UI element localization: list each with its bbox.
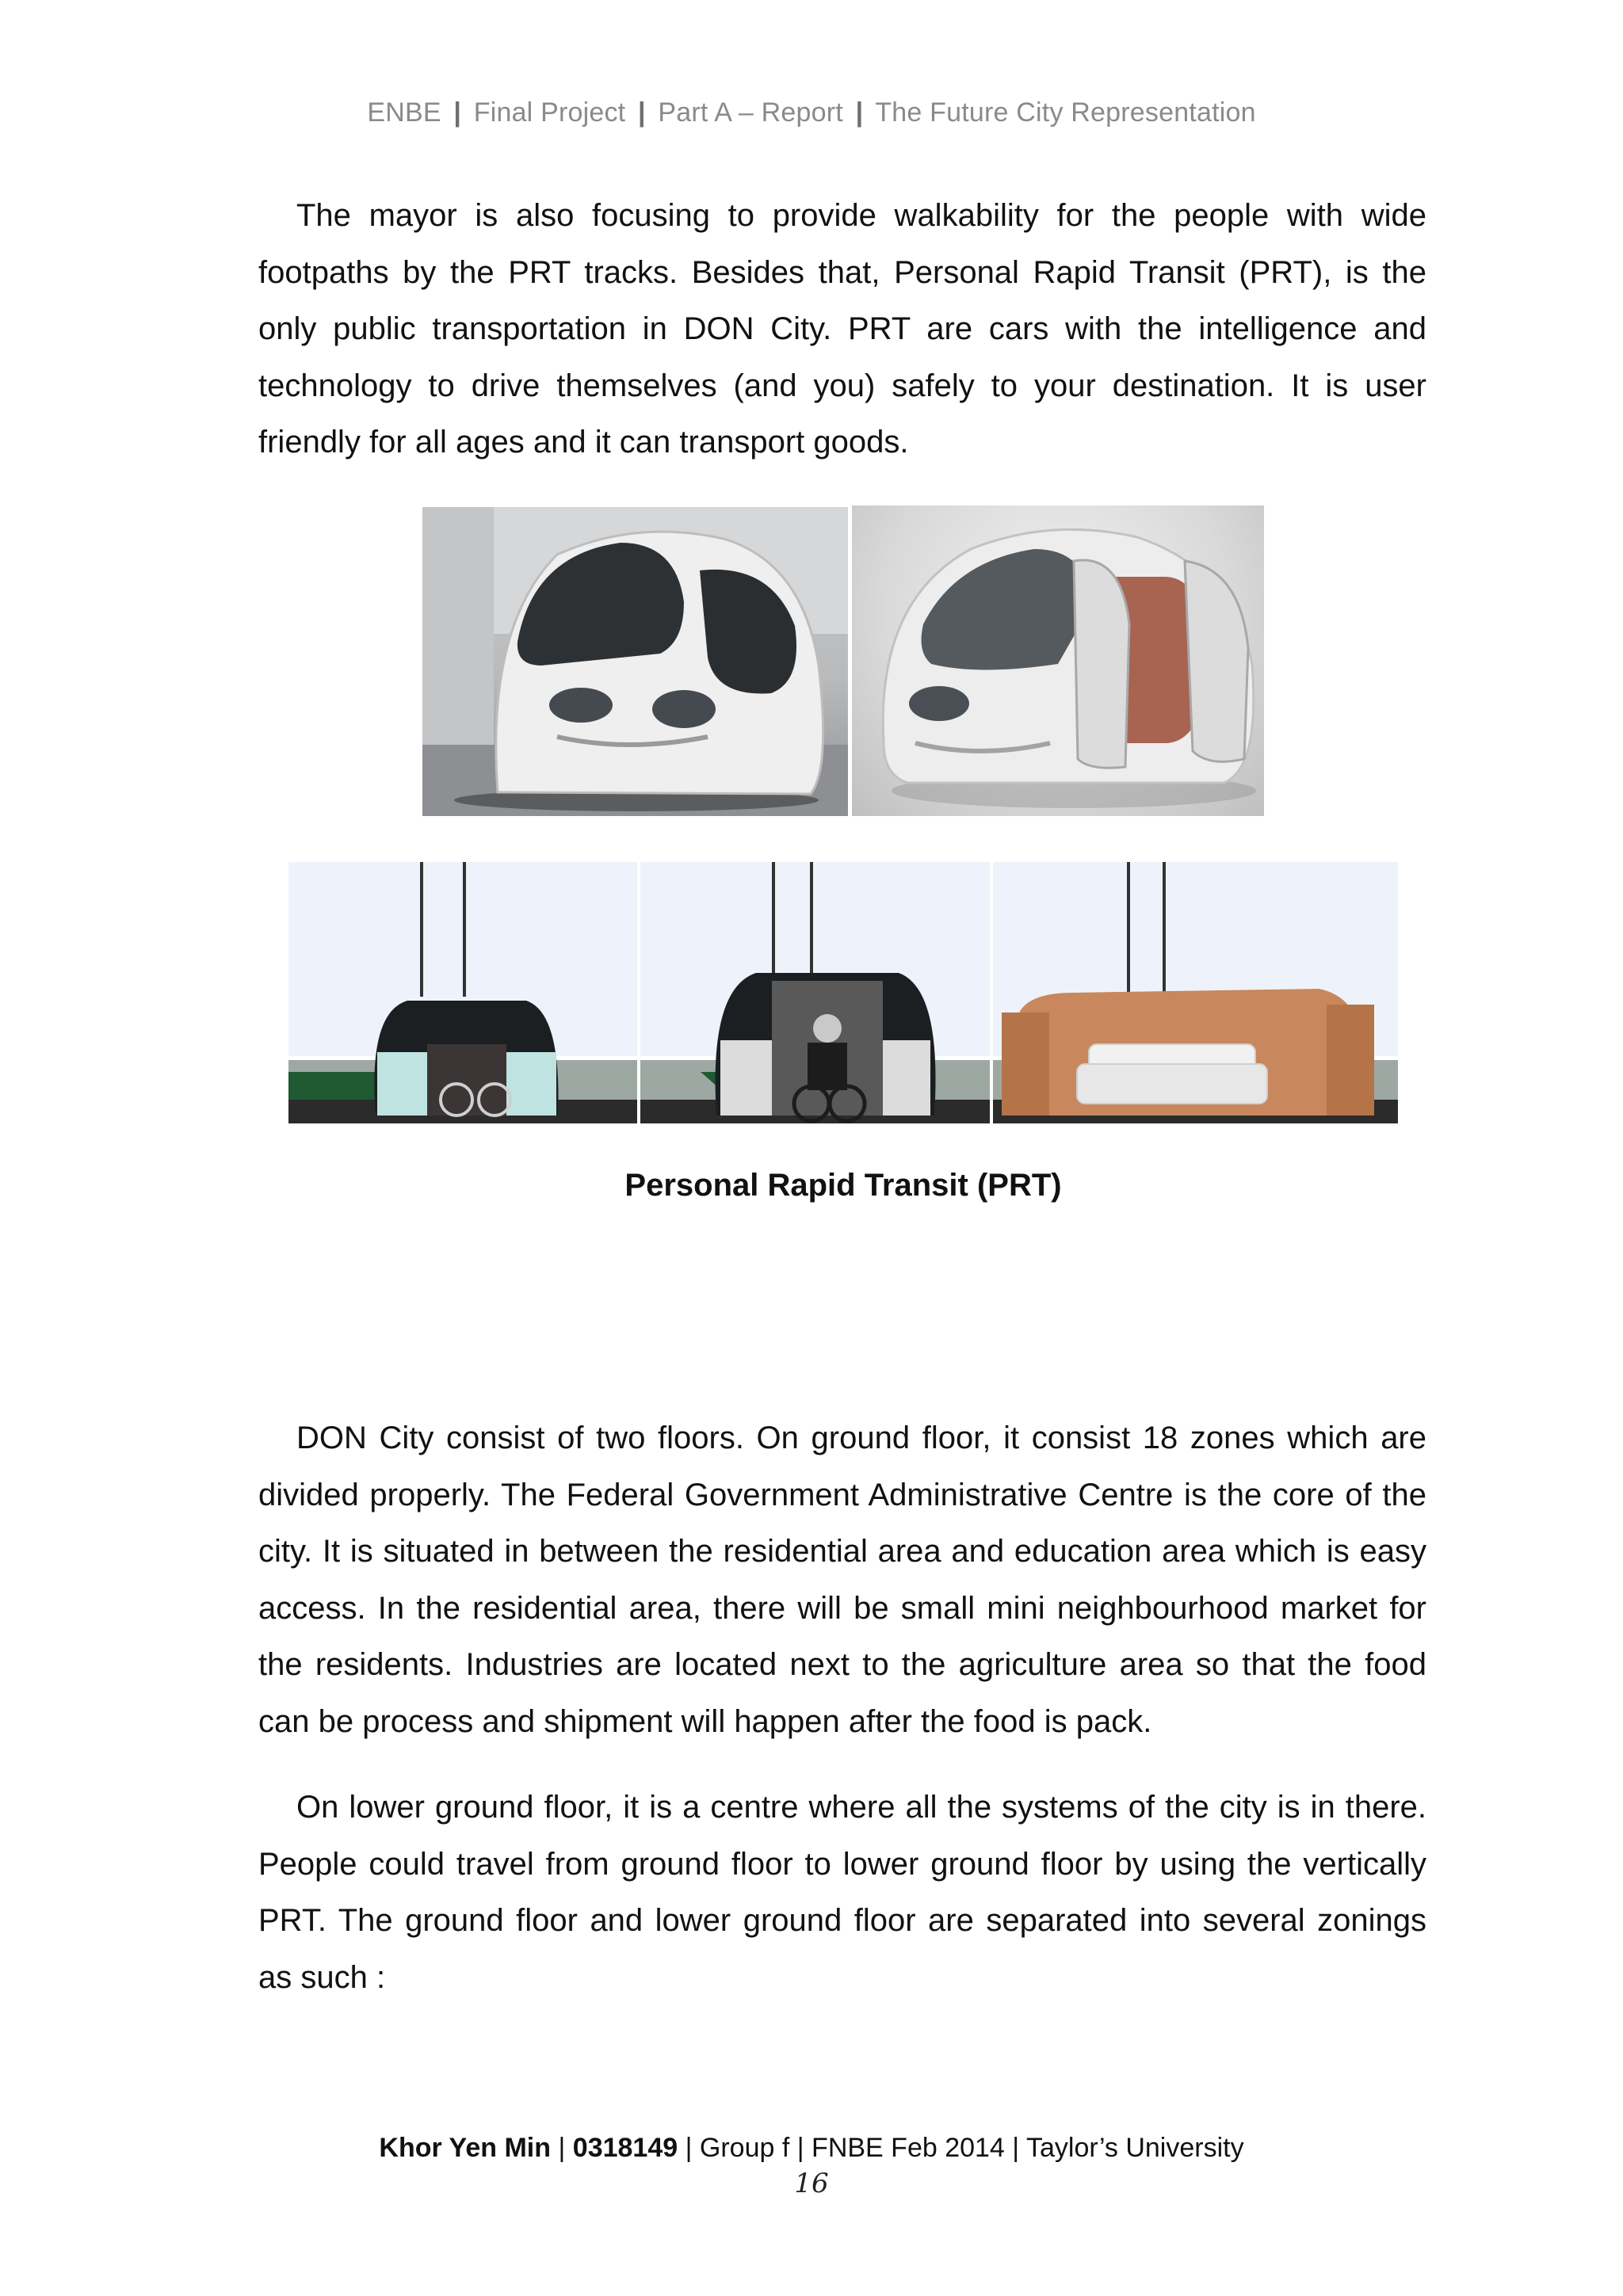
- body-paragraph-prt-intro: The mayor is also focusing to provide walkability for the people with wide footpaths by the PRT tracks. Besides that, Personal Rapid Transit (PRT), is the only public transportation in DON City. PRT are cars with the intelligence and technology to drive themselves (and you) safely to your destination. It is user friendly for all ages and it can transport goods.: [258, 198, 1426, 460]
- footer-separator: |: [1012, 2133, 1020, 2163]
- footer-group: Group f: [699, 2133, 790, 2163]
- figure-caption: Personal Rapid Transit (PRT): [624, 1168, 1062, 1203]
- footer-separator: |: [685, 2133, 693, 2163]
- prt-pod-photo-doors-open: [852, 505, 1264, 816]
- header-course: ENBE: [367, 97, 441, 128]
- footer-author: Khor Yen Min: [379, 2133, 552, 2163]
- prt-pod-photo-front: [422, 507, 848, 816]
- header-project: Final Project: [473, 97, 626, 128]
- body-paragraph-ground-floor: DON City consist of two floors. On ground floor, it consist 18 zones which are divided properly. The Federal Government Administrative Centre is the core of the city. It is situated in between the residential area and education area which is easy access. In the residential area, there will be small mini neighbourhood market for the residents. Industries are located next to the agriculture area so that the food can be process and shipment will happen after the food is pack.: [258, 1421, 1426, 1739]
- footer-student-id: 0318149: [572, 2133, 678, 2163]
- body-paragraph-lower-ground-floor: On lower ground floor, it is a centre where all the systems of the city is in there. People could travel from ground floor to lower ground floor by using the vertically PRT. The ground floor and lower ground floor are separated into several zonings as such :: [258, 1790, 1426, 1995]
- page-number: 16: [794, 2168, 829, 2199]
- page-footer: [0, 2133, 1623, 2164]
- footer-university: Taylor’s University: [1025, 2133, 1244, 2163]
- footer-separator: |: [558, 2133, 566, 2163]
- prt-configurations-render: [288, 862, 1398, 1123]
- page-header: [0, 97, 1623, 128]
- footer-program: FNBE Feb 2014: [812, 2133, 1005, 2163]
- header-part: Part A – Report: [658, 97, 843, 128]
- header-separator: |: [637, 97, 646, 128]
- header-title: The Future City Representation: [875, 97, 1256, 128]
- header-separator: |: [855, 97, 864, 128]
- footer-separator: |: [796, 2133, 804, 2163]
- header-separator: |: [453, 97, 462, 128]
